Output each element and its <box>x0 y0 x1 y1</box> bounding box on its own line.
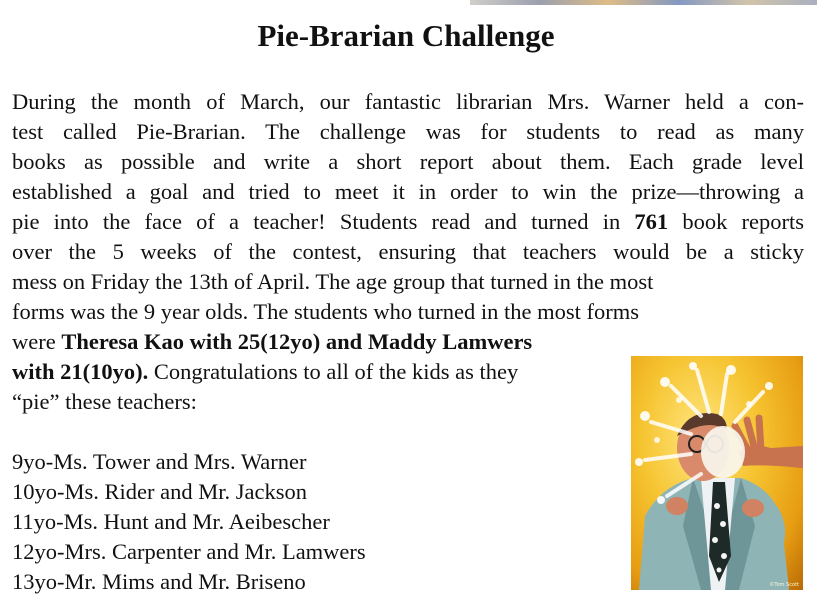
text-run: Congratulations to all of the kids as they <box>148 359 519 384</box>
pairing-item: 9yo-Ms. Tower and Mrs. Warner <box>12 449 307 474</box>
pairing-item: 10yo-Ms. Rider and Mr. Jackson <box>12 479 307 504</box>
pie-in-face-photo <box>631 356 803 590</box>
paragraph-line: “pie” these teachers: <box>12 389 197 414</box>
paragraph-line <box>12 327 622 357</box>
paragraph-line: established a goal and tried to meet it in order to win the prize—throwing a <box>12 179 804 204</box>
paragraph-line: test called Pie-Brarian. The challenge was for students to read as many <box>12 119 804 144</box>
article-paragraph-continued <box>12 327 622 417</box>
text-run: book reports <box>668 209 804 234</box>
text-run: pie into the face of a teacher! Students read and turned in <box>12 209 635 234</box>
paragraph-line <box>12 357 622 387</box>
pairing-item: 13yo-Mr. Mims and Mr. Briseno <box>12 569 306 594</box>
article-paragraph <box>12 87 804 327</box>
paragraph-line: forms was the 9 year olds. The students who turned in the most forms <box>12 299 639 324</box>
teacher-pairings-list <box>12 447 366 597</box>
pie-photo-illustration <box>631 356 803 590</box>
top-readers: Theresa Kao with 25(12yo) and Maddy Lamwers <box>61 329 533 354</box>
paragraph-line <box>12 207 804 237</box>
photo-credit: ©Tom Scott <box>769 582 799 588</box>
book-report-count: 761 <box>634 209 669 234</box>
text-run: were <box>12 329 62 354</box>
paragraph-line: mess on Friday the 13th of April. The age group that turned in the most <box>12 269 654 294</box>
paragraph-line: over the 5 weeks of the contest, ensuring that teachers would be a sticky <box>12 239 804 264</box>
article-title: Pie-Brarian Challenge <box>257 18 555 53</box>
top-image-strip <box>470 0 817 5</box>
pairing-item: 12yo-Mrs. Carpenter and Mr. Lamwers <box>12 539 366 564</box>
paragraph-line: books as possible and write a short report about them. Each grade level <box>12 149 804 174</box>
paragraph-line: During the month of March, our fantastic librarian Mrs. Warner held a con- <box>12 89 804 114</box>
top-readers-continued: with 21(10yo). <box>12 359 149 384</box>
pairing-item: 11yo-Ms. Hunt and Mr. Aeibescher <box>12 509 330 534</box>
